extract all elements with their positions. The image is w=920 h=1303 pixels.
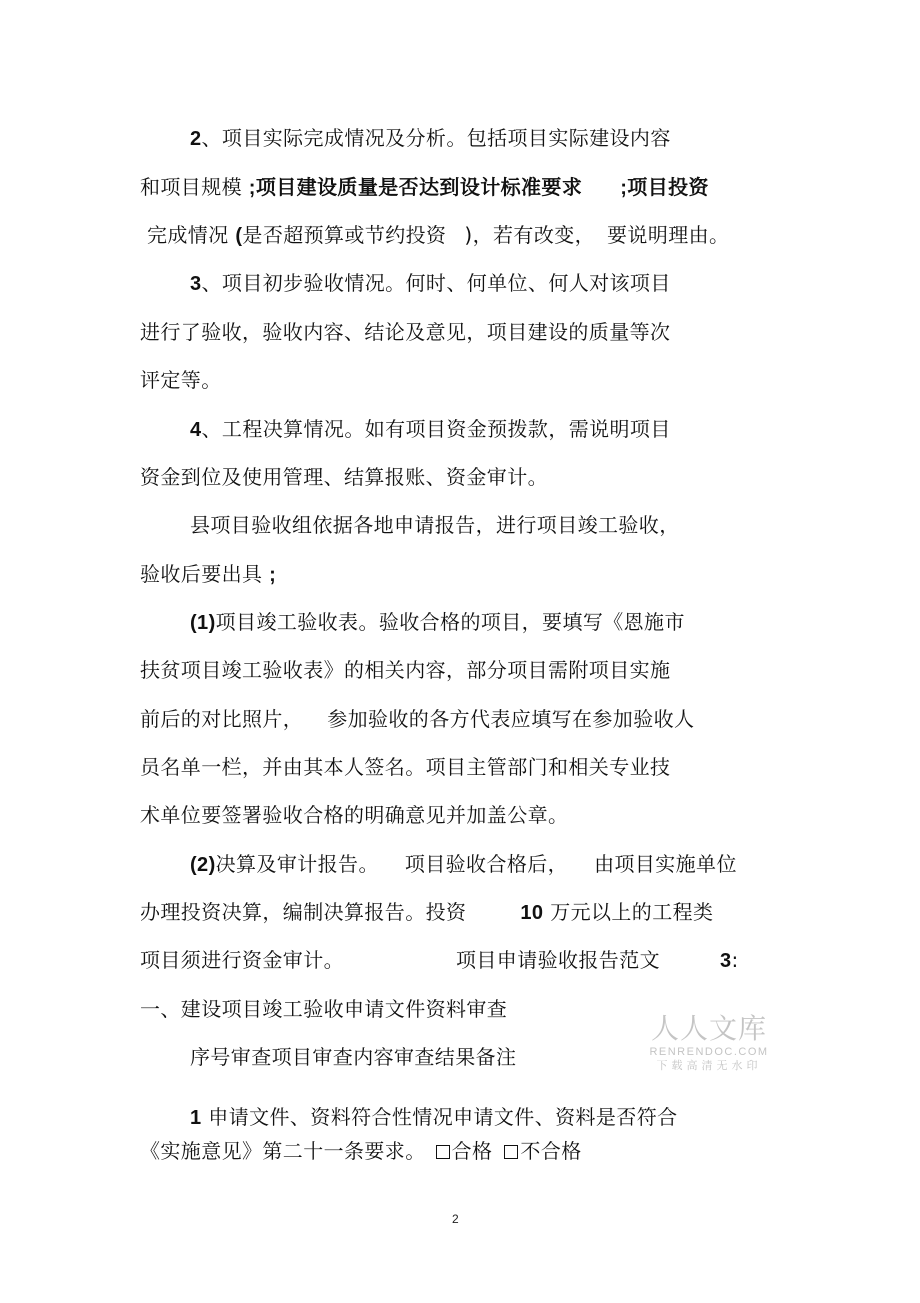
item-number: (2) bbox=[190, 854, 216, 876]
item-number: (1) bbox=[190, 612, 216, 634]
unqualified-label: 不合格 bbox=[520, 1139, 582, 1163]
para2-line2 bbox=[140, 173, 709, 202]
text: 项目须进行资金审计。 bbox=[140, 948, 344, 972]
text: 、项目初步验收情况。何时、何单位、何人对该项目 bbox=[201, 271, 671, 295]
amount: 10 bbox=[520, 902, 544, 924]
watermark-domain: RENRENDOC.COM bbox=[649, 1046, 769, 1058]
para2-line3 bbox=[147, 221, 729, 250]
text: 决算及审计报告。 bbox=[215, 852, 379, 876]
item2-line1 bbox=[190, 850, 737, 879]
item-number: 4 bbox=[190, 419, 202, 441]
text: 万元以上的工程类 bbox=[543, 900, 714, 924]
unqualified-checkbox[interactable] bbox=[504, 1145, 518, 1159]
item1-line5: 术单位要签署验收合格的明确意见并加盖公章。 bbox=[140, 803, 569, 827]
text: 和项目规模 bbox=[140, 175, 249, 199]
item2-line3 bbox=[140, 946, 739, 975]
item-number: 3 bbox=[190, 273, 202, 295]
para3-line1 bbox=[190, 269, 671, 298]
text: 《实施意见》第二十一条要求。 bbox=[140, 1139, 426, 1163]
watermark-tagline: 下载高清无水印 bbox=[656, 1059, 762, 1072]
text: 由项目实施单位 bbox=[594, 852, 737, 876]
text: ( bbox=[235, 225, 243, 247]
text: 项目验收合格后， bbox=[404, 852, 569, 876]
para3-line2: 进行了验收，验收内容、结论及意见，项目建设的质量等次 bbox=[140, 320, 671, 344]
item1-line2: 扶贫项目竣工验收表》的相关内容，部分项目需附项目实施 bbox=[140, 658, 671, 682]
text: : bbox=[731, 948, 739, 972]
para3-line3: 评定等。 bbox=[140, 368, 222, 392]
county-line2 bbox=[140, 560, 276, 589]
county-line1: 县项目验收组依据各地申请报告，进行项目竣工验收， bbox=[190, 513, 680, 537]
text: 要说明理由。 bbox=[607, 223, 730, 247]
para4-line2: 资金到位及使用管理、结算报账、资金审计。 bbox=[140, 465, 548, 489]
watermark bbox=[644, 1013, 774, 1073]
sample-number: 3 bbox=[720, 950, 732, 972]
item-number: 2 bbox=[190, 128, 202, 150]
text: 验收后要出具 bbox=[140, 562, 270, 586]
text: 完成情况 bbox=[147, 223, 236, 247]
sample-title: 项目申请验收报告范文 bbox=[456, 948, 660, 972]
item1-line4: 员名单一栏，并由其本人签名。项目主管部门和相关专业技 bbox=[140, 755, 671, 779]
text: 、工程决算情况。如有项目资金预拨款，需说明项目 bbox=[201, 417, 671, 441]
item2-line2 bbox=[140, 898, 713, 927]
watermark-title: 人人文库 bbox=[650, 1012, 767, 1045]
para4-line1 bbox=[190, 415, 671, 444]
text: 办理投资决算，编制决算报告。投资 bbox=[140, 900, 467, 924]
qualified-checkbox[interactable] bbox=[436, 1145, 450, 1159]
para2-line1 bbox=[190, 124, 671, 153]
text: 申请文件、资料符合性情况申请文件、资料是否符合 bbox=[201, 1105, 678, 1129]
text: ;项目建设质量是否达到设计标准要求 bbox=[248, 177, 583, 199]
section-heading: 一、建设项目竣工验收申请文件资料审查 bbox=[140, 997, 508, 1021]
text: 项目竣工验收表。验收合格的项目，要填写《恩施市 bbox=[215, 610, 685, 634]
text: ; bbox=[269, 564, 277, 586]
qualified-label: 合格 bbox=[451, 1139, 493, 1163]
text: 是否超预算或节约投资 bbox=[242, 223, 447, 247]
row1-line2 bbox=[140, 1137, 582, 1165]
text: 前后的对比照片， bbox=[140, 707, 304, 731]
table-header-line: 序号审查项目审查内容审查结果备注 bbox=[190, 1045, 517, 1069]
text: ;项目投资 bbox=[620, 177, 709, 199]
row1-line1 bbox=[190, 1103, 678, 1132]
text: )，若有改变， bbox=[464, 223, 596, 247]
text: 、项目实际完成情况及分析。包括项目实际建设内容 bbox=[201, 126, 671, 150]
item-number: 1 bbox=[190, 1107, 202, 1129]
item1-line3 bbox=[140, 705, 694, 733]
page-number: 2 bbox=[452, 1212, 459, 1226]
item1-line1 bbox=[190, 608, 685, 637]
text: 参加验收的各方代表应填写在参加验收人 bbox=[327, 707, 695, 731]
